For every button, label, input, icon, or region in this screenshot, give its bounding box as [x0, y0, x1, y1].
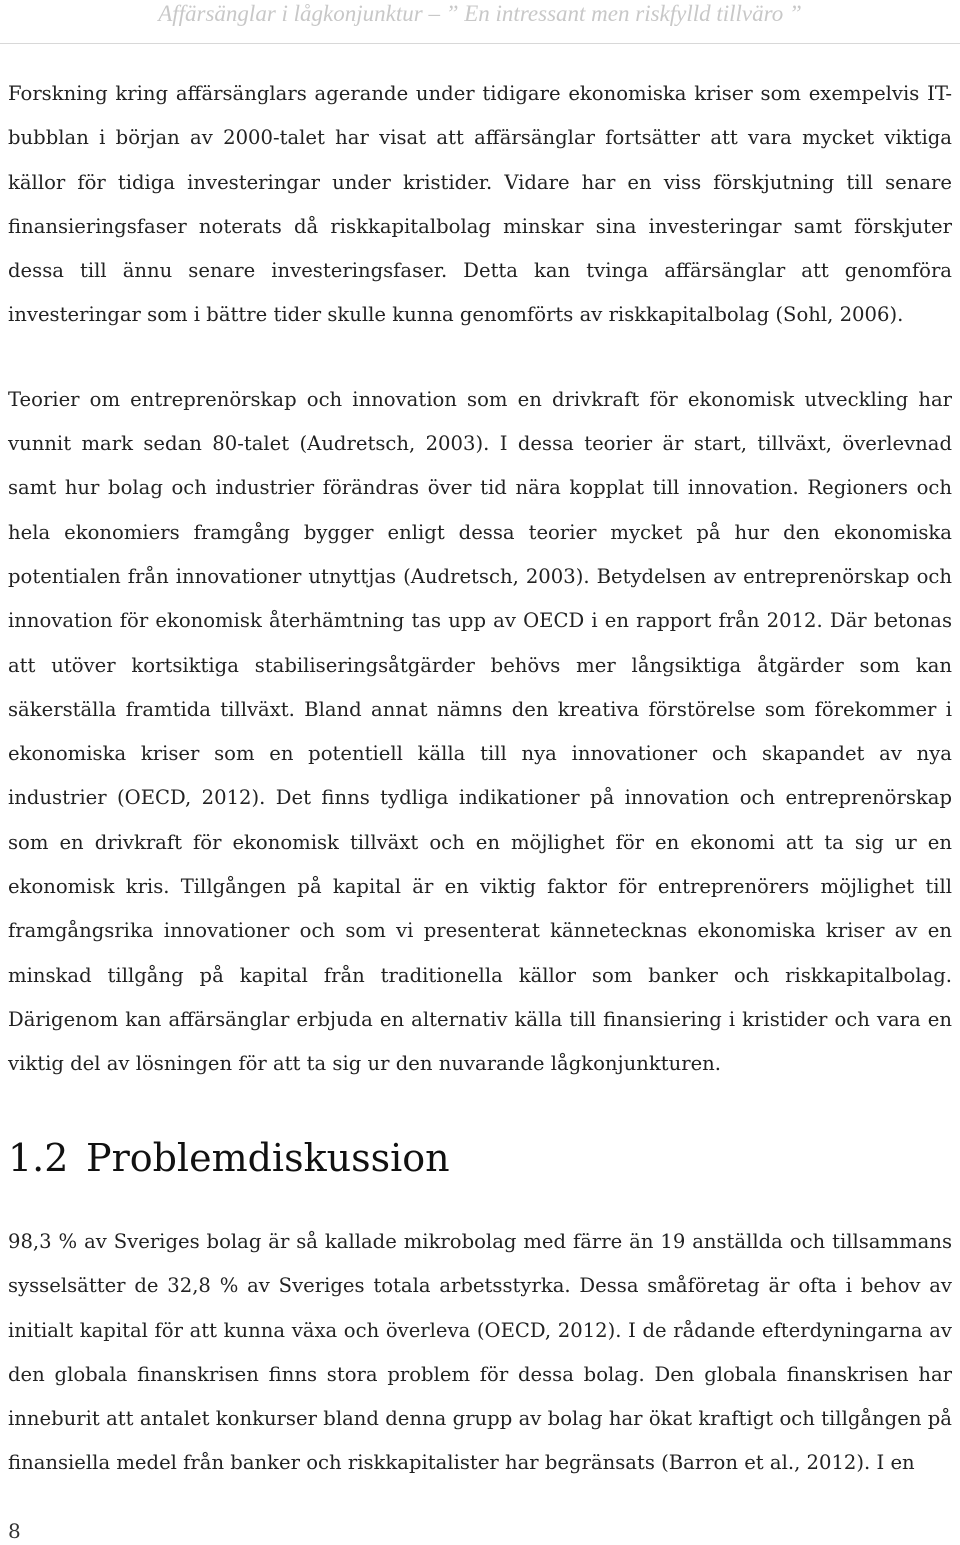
section-heading [8, 1136, 952, 1180]
section-paragraph: 98,3 % av Sveriges bolag är så kallade mikrobolag med färre än 19 anställda och tillsammans sysselsätter de 32,8 % av Sveriges totala arbetsstyrka. Dessa småföretag är ofta i behov av initialt kapital för att kunna växa och överleva (OECD, 2012). I de rådande efterdyningarna av den globala finanskrisen finns stora problem för dessa bolag. Den globala finanskrisen har inneburit att antalet konkurser bland denna grupp av bolag har ökat kraftigt och tillgången på finansiella medel från banker och riskkapitalister har begränsats (Barron et al., 2012). I en [8, 1230, 952, 1475]
page-number: 8 [8, 1519, 21, 1543]
section-number: 1.2 [8, 1136, 69, 1180]
section-problemdiskussion [8, 1136, 952, 1486]
paragraph-1: Forskning kring affärsänglars agerande under tidigare ekonomiska kriser som exempelvis IT-bubblan i början av 2000-talet har visat att affärsänglar fortsätter att vara mycket viktiga källor för tidiga investeringar under kristider. Vidare har en viss förskjutning till senare finansieringsfaser noterats då riskkapitalbolag minskar sina investeringar samt förskjuter dessa till ännu senare investeringsfaser. Detta kan tvinga affärsänglar att genomföra investeringar som i bättre tider skulle kunna genomförts av riskkapitalbolag (Sohl, 2006). [8, 82, 952, 327]
running-title: Affärsänglar i lågkonjunktur – ” En intressant men riskfylld tillväro ” [158, 1, 802, 26]
body-text [8, 72, 952, 1087]
paragraph-2: Teorier om entreprenörskap och innovation som en drivkraft för ekonomisk utveckling har vunnit mark sedan 80-talet (Audretsch, 2003). I dessa teorier är start, tillväxt, överlevnad samt hur bolag och industrier förändras över tid nära kopplat till innovation. Regioners och hela ekonomiers framgång bygger enligt dessa teorier mycket på hur den ekonomiska potentialen från innovationer utnyttjas (Audretsch, 2003). Betydelsen av entreprenörskap och innovation för ekonomisk återhämtning tas upp av OECD i en rapport från 2012. Där betonas att utöver kortsiktiga stabiliseringsåtgärder behövs mer långsiktiga åtgärder som kan säkerställa framtida tillväxt. Bland annat nämns den kreativa förstörelse som förekommer i ekonomiska kriser som en potentiell källa till nya innovationer och skapandet av nya industrier (OECD, 2012). Det finns tydliga indikationer på innovation och entreprenörskap som en drivkraft för ekonomisk tillväxt och en möjlighet för en ekonomi att ta sig ur en ekonomisk kris. Tillgången på kapital är en viktig faktor för entreprenörers möjlighet till framgångsrika innovationer och som vi presenterat kännetecknas ekonomiska kriser av en minskad tillgång på kapital från traditionella källor som banker och riskkapitalbolag. Därigenom kan affärsänglar erbjuda en alternativ källa till finansiering i kristider och vara en viktig del av lösningen för att ta sig ur den nuvarande lågkonjunkturen. [8, 387, 952, 1076]
section-title: Problemdiskussion [86, 1136, 450, 1180]
running-header [0, 0, 960, 44]
